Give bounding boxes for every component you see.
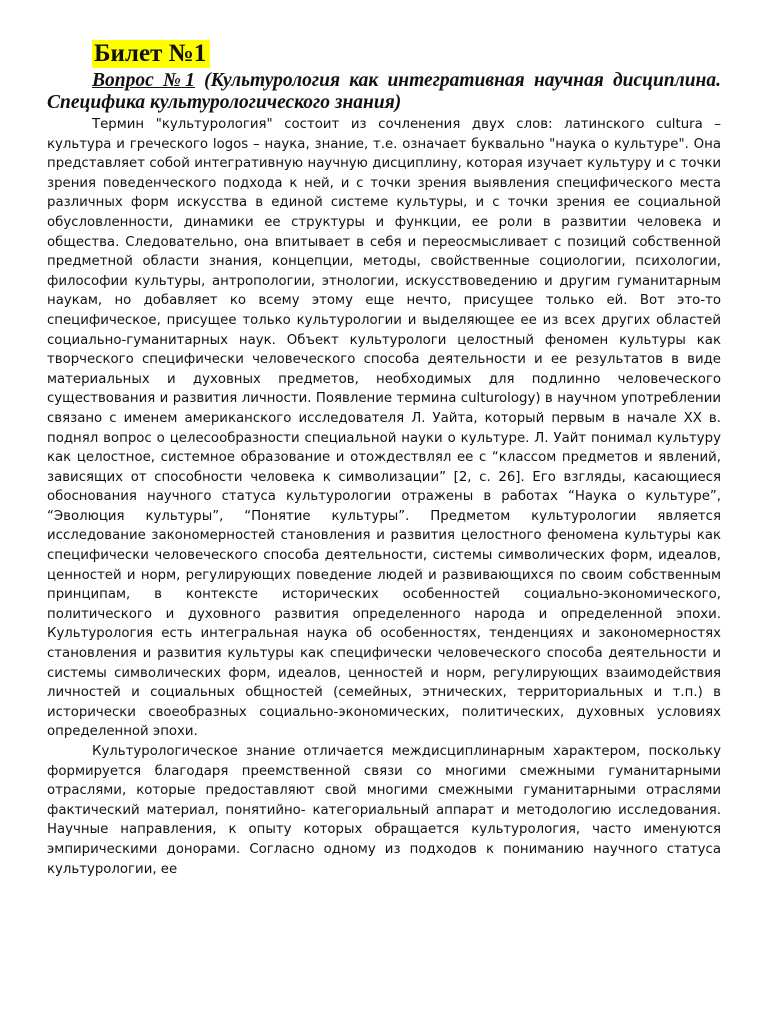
question-label: Вопрос №1	[92, 70, 195, 91]
paragraph-1: Термин "культурология" состоит из сочленения двух слов: латинского cultura – культура и греческого logos – наука, знание, т.е. означает буквально "наука о культуре". Она представляет собой интегративную научную дисциплину, которая изучает культуру и с точки зрения поведенческого подхода к ней, и с точки зрения выявления специфического места различных форм искусства в единой системе культуры, и с точки зрения ее социальной обусловленности, динамики ее структуры и функции, ее роли в развитии человека и общества. Следовательно, она впитывает в себя и переосмысливает с позиций собственной предметной области знания, концепции, методы, свойственные социологии, психологии, философии культуры, антропологии, этнологии, искусствоведению и другим гуманитарным наукам, но добавляет ко всему этому еще нечто, присущее только ей. Вот это-то специфическое, присущее только культурологии и выделяющее ее из всех других областей социально-гуманитарных наук. Объект культурологи целостный феномен культуры как творческого специфически человеческого способа деятельности и ее результатов в виде материальных и духовных предметов, необходимых для подлинно человеческого существования и развития личности. Появление термина culturology) в научном употреблении связано с именем американского исследователя Л. Уайта, который первым в начале XX в. поднял вопрос о целесообразности специальной науки о культуре. Л. Уайт понимал культуру как целостное, системное образование и отождествлял ее с “классом предметов и явлений, зависящих от способности человека к символизации” [2, с. 26]. Его взгляды, касающиеся обоснования научного статуса культурологии отражены в работах “Наука о культуре”, “Эволюция культуры”, “Понятие культуры”. Предметом культурологии является исследование закономерностей становления и развития целостного феномена культуры как специфически человеческого способа деятельности, системы символических форм, идеалов, ценностей и норм, регулирующих поведение людей и развивающихся по своим собственным принципам, в контексте исторических особенностей социально-экономического, политического и духовного развития определенного народа и определенной эпохи. Культурология есть интегральная наука об особенностях, тенденциях и закономерностях становления и развития культуры как специфически человеческого способа деятельности и системы символических форм, идеалов, ценностей и норм, регулирующих взаимодействия личностей и социальных общностей (семейных, этнических, территориальных и т.п.) в исторически своеобразных социально-экономических, политических, духовных условиях определенной эпохи.	[47, 117, 721, 740]
document-page	[47, 40, 721, 879]
ticket-title: Билет №1	[92, 40, 210, 68]
question-text: (Культурология как интегративная научная дисциплина. Специфика культурологического знания)	[47, 70, 721, 113]
paragraph-2: Культурологическое знание отличается междисциплинарным характером, поскольку формируется благодаря преемственной связи со многими смежными гуманитарными отраслями, которые предоставляют свой многими смежными гуманитарными отраслями фактический материал, понятийно- категориальный аппарат и методологию исследования. Научные направления, к опыту которых обращается культурология, часто именуются эмпирическими донорами. Согласно одному из подходов к пониманию научного статуса культурологии, ее	[47, 744, 721, 877]
question-heading	[47, 70, 721, 114]
